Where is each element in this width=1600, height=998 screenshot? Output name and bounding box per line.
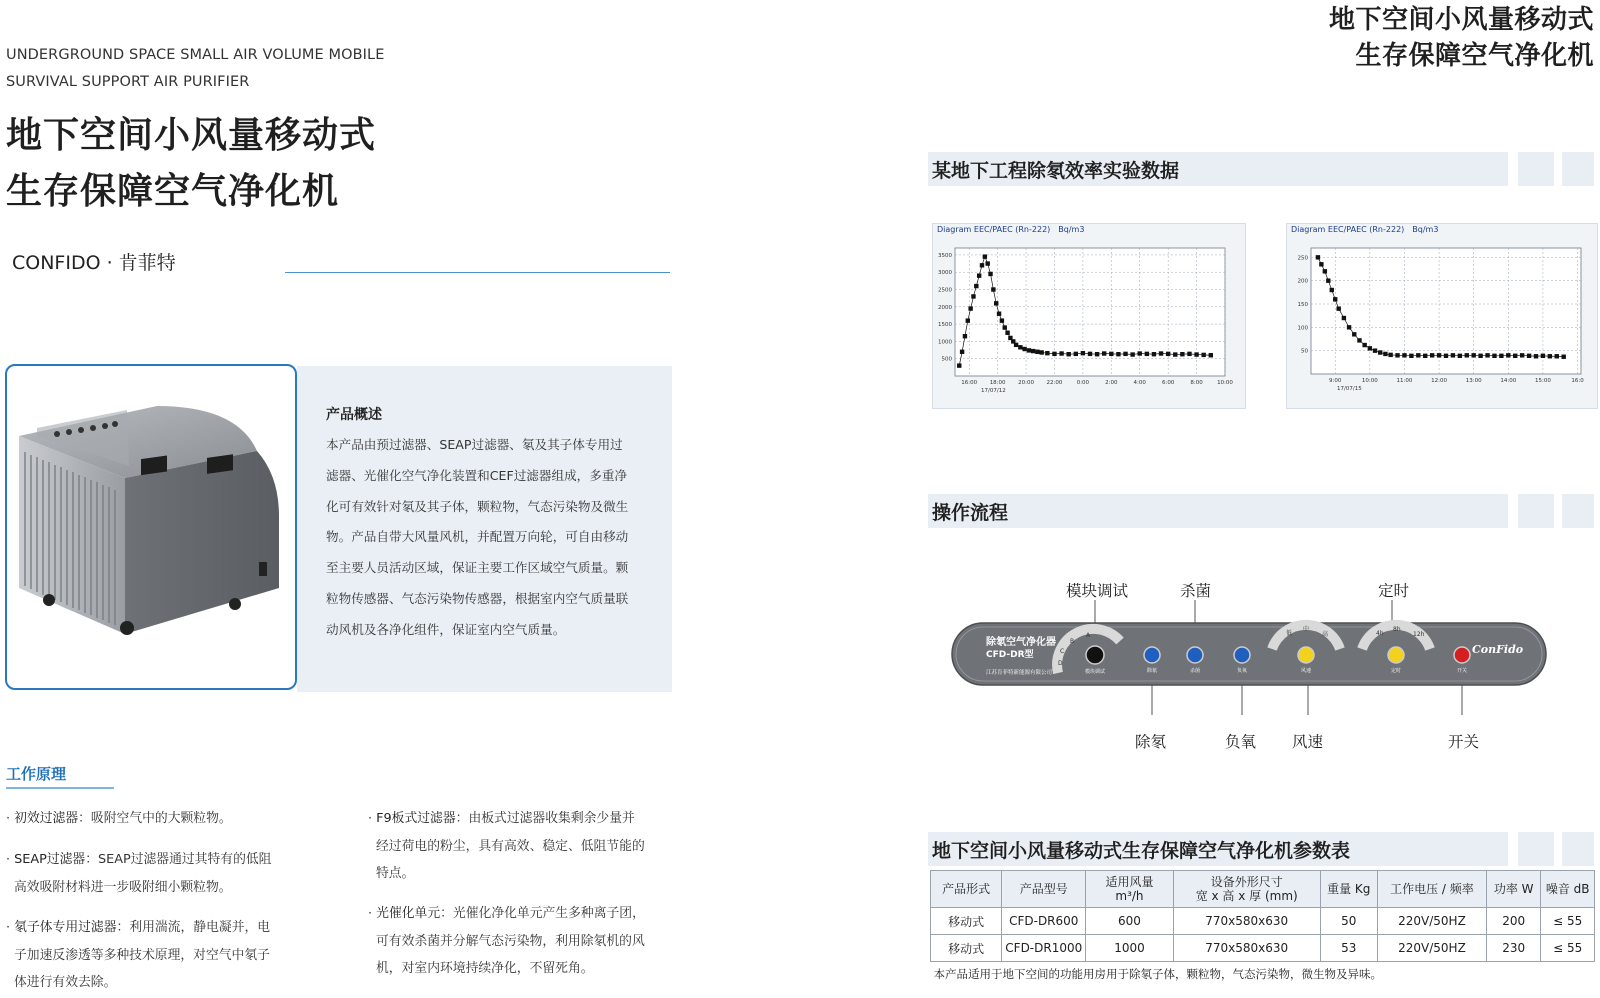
data-point (1166, 352, 1170, 356)
chart-1-plot (933, 224, 1245, 408)
power-button[interactable] (1454, 647, 1470, 663)
data-point (1451, 353, 1455, 357)
table-note: 本产品适用于地下空间的功能用房用于除氡子体，颗粒物，气态污染物，微生物及异味。 (931, 962, 1595, 987)
data-point (1088, 352, 1092, 356)
button-label-timer: 定时 (1390, 668, 1402, 674)
data-point (1368, 346, 1372, 350)
data-point (1000, 318, 1004, 322)
data-point (1059, 351, 1063, 355)
radon-chart-1 (932, 223, 1246, 409)
data-point (985, 261, 989, 265)
panel-device-name: 除氡空气净化器 (986, 637, 1056, 648)
data-point (1022, 347, 1026, 351)
y-tick-label: 200 (1297, 278, 1308, 285)
data-point (1323, 269, 1327, 273)
principle-item-f9-filter: · F9板式过滤器：由板式过滤器收集剩余少量并 经过荷电的粉尘，具有高效、稳定、低阻节能的 特点。 (368, 811, 645, 881)
data-point (1362, 343, 1366, 347)
data-point (1409, 354, 1413, 358)
data-point (1383, 352, 1387, 356)
data-point (1520, 353, 1524, 357)
product-image-frame (5, 364, 297, 690)
data-point (960, 350, 964, 354)
sterilize-button[interactable] (1187, 647, 1203, 663)
data-point (1123, 352, 1127, 356)
data-point (1430, 353, 1434, 357)
module-debug-button[interactable] (1086, 646, 1104, 664)
x-tick-label: 14:00 (1500, 378, 1517, 384)
section-deco-square (1562, 832, 1594, 866)
label-fan-speed: 风速 (1292, 733, 1324, 751)
x-tick-label: 11:00 (1396, 378, 1413, 384)
data-point (1492, 354, 1496, 358)
data-point (968, 306, 972, 310)
x-tick-label: 4:00 (1133, 380, 1146, 386)
speed-mark-low: 低 (1286, 630, 1293, 637)
th-weight: 重量 Kg (1320, 871, 1377, 908)
timer-mark-12h: 12h (1413, 631, 1425, 638)
button-label-sterilize: 杀菌 (1189, 668, 1201, 674)
data-point (980, 263, 984, 267)
data-point (1378, 350, 1382, 354)
section-deco-square (1562, 152, 1594, 186)
data-point (1081, 351, 1085, 355)
table-header-row (931, 871, 1595, 908)
data-point (1333, 297, 1337, 301)
right-page-title: 地下空间小风量移动式 生存保障空气净化机 (1328, 5, 1594, 71)
th-airflow: 适用风量 m³/h (1086, 871, 1174, 908)
data-point (1357, 338, 1361, 342)
data-point (1319, 262, 1323, 266)
button-label-negative-ion: 负氧 (1236, 668, 1248, 674)
principle-title: 工作原理 (6, 765, 67, 783)
date-label: 17/07/15 (1337, 386, 1362, 392)
data-point (1395, 353, 1399, 357)
panel-model: CFD-DR型 (986, 650, 1034, 660)
data-point (1326, 278, 1330, 282)
data-point (1423, 354, 1427, 358)
data-point (1336, 306, 1340, 310)
label-module-debug: 模块调试 (1066, 582, 1129, 600)
data-point (1138, 351, 1142, 355)
control-panel-diagram (930, 575, 1600, 755)
th-noise: 噪音 dB (1541, 871, 1595, 908)
principle-item-photocatalysis: · 光催化单元：光催化净化单元产生多种离子团， 可有效杀菌并分解气态污染物，利用除氡机的风 机，对室内环境持续净化，不留死角。 (368, 906, 645, 976)
overview-text: 本产品由预过滤器、SEAP过滤器、氡及其子体专用过 滤器、光催化空气净化装置和CEF过滤器组成，多重净 化可有效针对氡及其子体，颗粒物，气态污染物及微生 物。产品自带大风量风机，并配置万向轮，可自由移动 至主要人员活动区域，保证主要工作区域空气质量。颗 粒物传感器、气态污染物传感器，根据室内空气质量联 动风机及各净化组件，保证室内空气质量。 (326, 437, 629, 637)
th-power: 功率 W (1487, 871, 1541, 908)
data-point (1499, 354, 1503, 358)
principle-item-primary-filter: · 初效过滤器：吸附空气中的大颗粒物。 (6, 811, 232, 826)
x-tick-label: 9:00 (1329, 378, 1342, 384)
data-point (1180, 352, 1184, 356)
label-sterilize: 杀菌 (1180, 582, 1212, 600)
th-voltage: 工作电压 / 频率 (1377, 871, 1486, 908)
confido-logo: ConFido (1472, 643, 1524, 656)
chart-1-header: Diagram EEC/PAEC (Rn-222) Bq/m3 (937, 225, 1085, 234)
x-tick-label: 13:00 (1465, 378, 1482, 384)
x-tick-label: 6:00 (1161, 380, 1175, 386)
timer-mark-8h: 8h (1393, 626, 1401, 633)
x-tick-label: 16:00 (961, 380, 978, 386)
timer-mark-4h: 4h (1376, 630, 1384, 637)
button-label-speed: 风速 (1300, 668, 1312, 674)
label-power: 开关 (1448, 733, 1480, 751)
data-point (1095, 352, 1099, 356)
y-tick-label: 50 (1301, 348, 1308, 355)
data-point (1152, 352, 1156, 356)
data-point (1018, 345, 1022, 349)
data-point (1416, 353, 1420, 357)
dial-letter-a: A (1086, 632, 1091, 639)
table-row: 移动式 CFD-DR600 600 770x580x630 50 220V/50HZ 200 ≤ 55 (931, 908, 1595, 935)
data-point (1513, 354, 1517, 358)
data-point (1458, 354, 1462, 358)
x-tick-label: 15:00 (1534, 378, 1551, 384)
x-tick-label: 16:0 (1571, 378, 1584, 384)
section-title-experiment: 某地下工程除氡效率实验数据 (932, 160, 1180, 182)
x-tick-label: 8:00 (1190, 380, 1203, 386)
button-label-radon: 除氡 (1146, 668, 1158, 674)
data-point (1074, 352, 1078, 356)
dial-letter-c: C (1060, 648, 1065, 655)
data-point (1506, 353, 1510, 357)
data-point (1330, 288, 1334, 292)
negative-ion-button[interactable] (1234, 647, 1250, 663)
data-point (1373, 348, 1377, 352)
data-point (1316, 255, 1320, 259)
speed-mark-mid: 中 (1303, 626, 1310, 633)
section-deco-square (1518, 152, 1554, 186)
data-point (1534, 354, 1538, 358)
fan-speed-button[interactable] (1298, 647, 1314, 663)
data-point (957, 363, 961, 367)
table-row: 移动式 CFD-DR1000 1000 770x580x630 53 220V/50HZ 230 ≤ 55 (931, 935, 1595, 962)
data-point (1209, 353, 1213, 357)
data-point (1102, 351, 1106, 355)
data-point (1527, 354, 1531, 358)
y-tick-label: 250 (1297, 255, 1308, 262)
section-deco-square (1518, 494, 1554, 528)
data-point (974, 284, 978, 288)
label-radon-removal: 除氡 (1135, 733, 1167, 751)
data-point (963, 334, 967, 338)
table-note-row (931, 962, 1595, 987)
data-point (1388, 353, 1392, 357)
data-point (1347, 325, 1351, 329)
data-point (1027, 348, 1031, 352)
data-point (1145, 352, 1149, 356)
y-tick-label: 3500 (938, 252, 952, 259)
data-point (1561, 355, 1565, 359)
data-point (1194, 352, 1198, 356)
data-point (1031, 349, 1035, 353)
x-tick-label: 10:00 (1361, 378, 1378, 384)
chinese-title: 地下空间小风量移动式 生存保障空气净化机 (6, 115, 377, 212)
data-point (1003, 325, 1007, 329)
data-point (1116, 352, 1120, 356)
overview-title: 产品概述 (326, 407, 382, 423)
data-point (1109, 352, 1113, 356)
spec-table (930, 870, 1595, 986)
data-point (1478, 354, 1482, 358)
y-tick-label: 500 (941, 356, 952, 363)
timer-button[interactable] (1388, 647, 1404, 663)
x-tick-label: 2:00 (1105, 380, 1118, 386)
button-label-module: 模块调试 (1084, 669, 1106, 675)
panel-company: 江苏肯菲特新能源有限公司 (986, 670, 1053, 676)
data-point (1437, 353, 1441, 357)
data-point (1201, 353, 1205, 357)
x-tick-label: 10:00 (1217, 380, 1233, 386)
principle-item-radon-filter: · 氡子体专用过滤器：利用湍流，静电凝并，电 子加速反渗透等多种技术原理，对空气中氡子 体进行有效去除。 (6, 920, 271, 990)
data-point (1035, 350, 1039, 354)
radon-chart-2 (1286, 223, 1598, 409)
data-point (1471, 353, 1475, 357)
label-timer: 定时 (1378, 582, 1410, 600)
x-tick-label: 0:00 (1076, 380, 1090, 386)
y-tick-label: 3000 (938, 270, 952, 277)
dial-letter-b: B (1070, 638, 1075, 645)
chart-2-plot (1287, 224, 1597, 408)
data-point (1052, 352, 1056, 356)
data-point (1465, 353, 1469, 357)
th-dimensions: 设备外形尺寸 宽 x 高 x 厚 (mm) (1173, 871, 1320, 908)
y-tick-label: 100 (1297, 325, 1308, 332)
dial-letter-d: D (1058, 660, 1063, 667)
th-model: 产品型号 (1002, 871, 1086, 908)
section-deco-square (1518, 832, 1554, 866)
radon-removal-button[interactable] (1144, 647, 1160, 663)
th-form: 产品形式 (931, 871, 1002, 908)
section-deco-square (1562, 494, 1594, 528)
y-tick-label: 1000 (938, 339, 952, 346)
data-point (1045, 351, 1049, 355)
data-point (983, 254, 987, 258)
plot-area (955, 248, 1225, 376)
label-negative-ion: 负氧 (1225, 733, 1257, 751)
data-point (1541, 354, 1545, 358)
data-point (1066, 352, 1070, 356)
principle-underline (6, 787, 114, 789)
data-point (1342, 316, 1346, 320)
chart-2-header: Diagram EEC/PAEC (Rn-222) Bq/m3 (1291, 225, 1439, 234)
brand-name: CONFIDO · 肯菲特 (12, 252, 176, 274)
date-label: 17/07/12 (981, 388, 1006, 394)
section-band-operation (928, 494, 1508, 528)
section-title-operation: 操作流程 (932, 502, 1009, 524)
air-purifier-image (7, 366, 295, 688)
data-point (994, 301, 998, 305)
data-point (1444, 354, 1448, 358)
data-point (971, 294, 975, 298)
brand-divider (285, 272, 670, 273)
data-point (1402, 353, 1406, 357)
principle-item-seap-filter: · SEAP过滤器：SEAP过滤器通过其特有的低阻 高效吸附材料进一步吸附细小颗粒物。 (6, 852, 272, 895)
data-point (1014, 343, 1018, 347)
speed-mark-high: 高 (1322, 631, 1329, 638)
data-point (1005, 331, 1009, 335)
x-tick-label: 22:00 (1046, 380, 1063, 386)
data-point (977, 273, 981, 277)
data-point (1485, 353, 1489, 357)
button-label-power: 开关 (1456, 668, 1468, 674)
data-point (1159, 351, 1163, 355)
x-tick-label: 18:00 (989, 380, 1006, 386)
data-point (991, 287, 995, 291)
data-point (997, 312, 1001, 316)
data-point (1039, 350, 1043, 354)
section-title-specs: 地下空间小风量移动式生存保障空气净化机参数表 (932, 840, 1351, 862)
data-point (988, 272, 992, 276)
x-tick-label: 12:00 (1431, 378, 1448, 384)
data-point (1130, 352, 1134, 356)
data-point (966, 318, 970, 322)
data-point (1352, 332, 1356, 336)
data-point (1555, 354, 1559, 358)
y-tick-label: 2500 (938, 287, 952, 294)
data-point (1187, 352, 1191, 356)
y-tick-label: 150 (1297, 302, 1308, 308)
data-point (1548, 354, 1552, 358)
x-tick-label: 20:00 (1018, 380, 1034, 386)
y-tick-label: 1500 (938, 322, 952, 329)
english-title: UNDERGROUND SPACE SMALL AIR VOLUME MOBILE SURVIVAL SUPPORT AIR PURIFIER (6, 47, 385, 90)
data-point (1173, 352, 1177, 356)
y-tick-label: 2000 (938, 304, 952, 311)
